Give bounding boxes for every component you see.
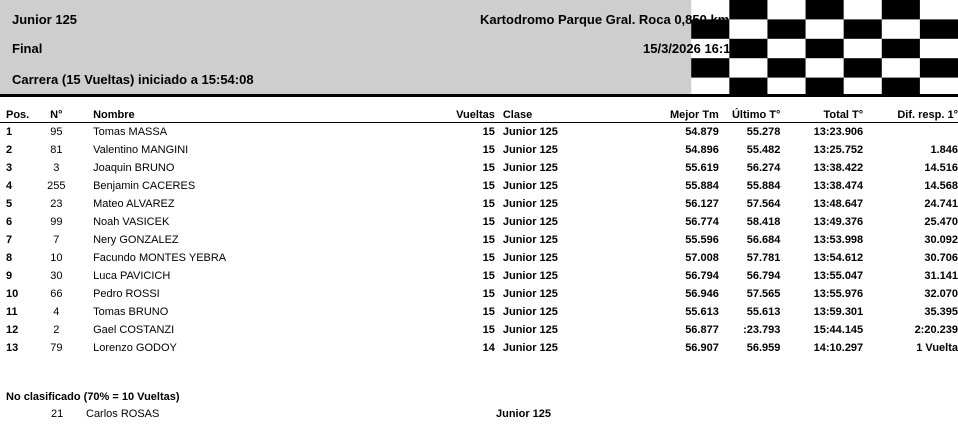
col-class: Clase bbox=[502, 109, 533, 121]
checker-square bbox=[920, 0, 958, 20]
cell-laps: 15 bbox=[482, 252, 495, 264]
cell-class: Junior 125 bbox=[502, 252, 558, 264]
cell-num: 66 bbox=[50, 288, 63, 300]
checker-square bbox=[806, 39, 845, 59]
checker-square bbox=[844, 58, 883, 78]
checker-square bbox=[729, 58, 768, 78]
cell-best: 56.907 bbox=[685, 342, 719, 354]
nc-class: Junior 125 bbox=[496, 408, 552, 420]
checker-square bbox=[615, 58, 654, 78]
table-row bbox=[0, 303, 958, 321]
cell-pos: 6 bbox=[6, 216, 13, 228]
cell-name: Pedro ROSSI bbox=[93, 288, 160, 300]
cell-pos: 12 bbox=[6, 324, 19, 336]
cell-laps: 15 bbox=[482, 324, 495, 336]
cell-num: 95 bbox=[50, 126, 63, 138]
results-header-row bbox=[0, 108, 958, 123]
table-row bbox=[0, 339, 958, 357]
cell-class: Junior 125 bbox=[502, 324, 558, 336]
checker-square bbox=[767, 39, 806, 59]
cell-diff: 24.741 bbox=[924, 198, 958, 210]
track-name: Kartodromo Parque Gral. Roca 0,850 km bbox=[480, 12, 730, 27]
cell-pos: 1 bbox=[6, 126, 13, 138]
cell-pos: 10 bbox=[6, 288, 19, 300]
cell-num: 10 bbox=[50, 252, 63, 264]
table-row bbox=[0, 285, 958, 303]
cell-num: 79 bbox=[50, 342, 63, 354]
cell-class: Junior 125 bbox=[502, 144, 558, 156]
cell-num: 3 bbox=[53, 162, 60, 174]
cell-total: 13:59.301 bbox=[813, 306, 864, 318]
col-last: Último T° bbox=[731, 109, 781, 121]
checker-square bbox=[882, 19, 921, 39]
cell-last: 55.884 bbox=[746, 180, 781, 192]
checker-square bbox=[691, 58, 730, 78]
checker-square bbox=[882, 58, 921, 78]
cell-total: 13:55.047 bbox=[813, 270, 864, 282]
cell-total: 13:54.612 bbox=[813, 252, 864, 264]
table-row bbox=[0, 195, 958, 213]
table-row bbox=[0, 249, 958, 267]
cell-name: Noah VASICEK bbox=[93, 216, 170, 228]
cell-best: 56.946 bbox=[685, 288, 719, 300]
cell-diff: 31.141 bbox=[924, 270, 958, 282]
cell-total: 13:38.474 bbox=[813, 180, 864, 192]
table-row bbox=[0, 177, 958, 195]
cell-name: Gael COSTANZI bbox=[93, 324, 175, 336]
cell-name: Tomas MASSA bbox=[93, 126, 168, 138]
cell-diff: 30.706 bbox=[924, 252, 958, 264]
cell-name: Luca PAVICICH bbox=[93, 270, 171, 282]
col-diff: Dif. resp. 1° bbox=[897, 109, 958, 121]
cell-num: 23 bbox=[50, 198, 63, 210]
checker-square bbox=[806, 58, 845, 78]
cell-pos: 2 bbox=[6, 144, 13, 156]
cell-last: 56.959 bbox=[746, 342, 781, 354]
nc-num: 21 bbox=[51, 408, 64, 420]
cell-pos: 9 bbox=[6, 270, 13, 282]
cell-diff: 32.070 bbox=[924, 288, 958, 300]
cell-total: 15:44.145 bbox=[813, 324, 864, 336]
checker-square bbox=[882, 0, 921, 20]
cell-best: 55.596 bbox=[685, 234, 719, 246]
cell-num: 30 bbox=[50, 270, 63, 282]
checker-square bbox=[767, 0, 806, 20]
cell-last: 55.482 bbox=[746, 144, 781, 156]
cell-best: 54.879 bbox=[685, 126, 719, 138]
cell-num: 2 bbox=[53, 324, 60, 336]
cell-laps: 15 bbox=[482, 198, 495, 210]
cell-laps: 15 bbox=[482, 180, 495, 192]
cell-diff: 30.092 bbox=[924, 234, 958, 246]
table-row bbox=[0, 123, 958, 142]
cell-name: Nery GONZALEZ bbox=[93, 234, 179, 246]
session-name: Final bbox=[12, 41, 43, 56]
cell-total: 14:10.297 bbox=[813, 342, 864, 354]
checker-square bbox=[653, 58, 692, 78]
cell-diff: 14.568 bbox=[924, 180, 958, 192]
checker-square bbox=[920, 58, 958, 78]
cell-last: 57.781 bbox=[746, 252, 781, 264]
cell-pos: 3 bbox=[6, 162, 13, 174]
results-header bbox=[0, 0, 958, 97]
cell-total: 13:53.998 bbox=[813, 234, 864, 246]
col-laps: Vueltas bbox=[456, 109, 495, 121]
cell-name: Tomas BRUNO bbox=[93, 306, 169, 318]
cell-best: 55.613 bbox=[685, 306, 719, 318]
cell-laps: 15 bbox=[482, 162, 495, 174]
cell-best: 57.008 bbox=[685, 252, 719, 264]
cell-pos: 13 bbox=[6, 342, 19, 354]
cell-pos: 4 bbox=[6, 180, 13, 192]
cell-best: 56.774 bbox=[685, 216, 719, 228]
cell-laps: 15 bbox=[482, 126, 495, 138]
cell-last: 57.564 bbox=[746, 198, 781, 210]
cell-num: 4 bbox=[53, 306, 60, 318]
cell-laps: 14 bbox=[482, 342, 495, 354]
checker-square bbox=[844, 19, 883, 39]
table-row bbox=[0, 213, 958, 231]
cell-laps: 15 bbox=[482, 234, 495, 246]
checker-square bbox=[844, 0, 883, 20]
cell-diff: 1.846 bbox=[930, 144, 958, 156]
cell-pos: 5 bbox=[6, 198, 13, 210]
cell-diff: 35.395 bbox=[924, 306, 958, 318]
cell-class: Junior 125 bbox=[502, 126, 558, 138]
cell-name: Joaquin BRUNO bbox=[93, 162, 175, 174]
checker-square bbox=[920, 19, 958, 39]
cell-best: 55.619 bbox=[685, 162, 719, 174]
cell-diff: 1 Vuelta bbox=[916, 342, 958, 354]
cell-last: 56.794 bbox=[746, 270, 781, 282]
cell-class: Junior 125 bbox=[502, 162, 558, 174]
col-total: Total T° bbox=[823, 109, 864, 121]
cell-total: 13:23.906 bbox=[813, 126, 864, 138]
cell-name: Valentino MANGINI bbox=[93, 144, 189, 156]
not-classified-title: No clasificado (70% = 10 Vueltas) bbox=[6, 391, 180, 403]
cell-name: Lorenzo GODOY bbox=[93, 342, 177, 354]
checker-square bbox=[767, 58, 806, 78]
results-table bbox=[0, 108, 958, 357]
checker-square bbox=[806, 19, 845, 39]
cell-best: 56.877 bbox=[685, 324, 719, 336]
cell-best: 56.127 bbox=[685, 198, 719, 210]
cell-pos: 8 bbox=[6, 252, 13, 264]
cell-class: Junior 125 bbox=[502, 198, 558, 210]
session-datetime: 15/3/2026 16:10 bbox=[643, 41, 738, 56]
cell-class: Junior 125 bbox=[502, 180, 558, 192]
cell-last: 58.418 bbox=[746, 216, 781, 228]
category-title: Junior 125 bbox=[12, 12, 78, 27]
results-body bbox=[0, 123, 958, 358]
cell-laps: 15 bbox=[482, 270, 495, 282]
checker-square bbox=[920, 39, 958, 59]
cell-name: Benjamin CACERES bbox=[93, 180, 196, 192]
table-row bbox=[0, 141, 958, 159]
cell-best: 56.794 bbox=[685, 270, 719, 282]
table-row bbox=[0, 159, 958, 177]
cell-total: 13:25.752 bbox=[813, 144, 864, 156]
cell-last: 56.274 bbox=[746, 162, 781, 174]
cell-total: 13:38.422 bbox=[813, 162, 864, 174]
checker-square bbox=[767, 19, 806, 39]
cell-laps: 15 bbox=[482, 144, 495, 156]
cell-laps: 15 bbox=[482, 216, 495, 228]
table-row bbox=[0, 267, 958, 285]
cell-best: 54.896 bbox=[685, 144, 719, 156]
col-best: Mejor Tm bbox=[669, 109, 719, 121]
cell-class: Junior 125 bbox=[502, 342, 558, 354]
col-pos: Pos. bbox=[6, 109, 30, 121]
cell-last: 57.565 bbox=[746, 288, 781, 300]
cell-num: 81 bbox=[50, 144, 63, 156]
cell-class: Junior 125 bbox=[502, 306, 558, 318]
checker-square bbox=[729, 19, 768, 39]
cell-diff: 2:20.239 bbox=[914, 324, 958, 336]
col-name: Nombre bbox=[93, 109, 135, 121]
cell-name: Mateo ALVAREZ bbox=[93, 198, 175, 210]
col-num: N° bbox=[50, 109, 63, 121]
checker-square bbox=[882, 39, 921, 59]
cell-last: 55.613 bbox=[746, 306, 781, 318]
cell-diff: 14.516 bbox=[924, 162, 958, 174]
cell-total: 13:49.376 bbox=[813, 216, 864, 228]
cell-pos: 11 bbox=[6, 306, 18, 318]
cell-name: Facundo MONTES YEBRA bbox=[93, 252, 227, 264]
nc-name: Carlos ROSAS bbox=[86, 408, 160, 420]
cell-total: 13:48.647 bbox=[813, 198, 864, 210]
cell-diff: 25.470 bbox=[924, 216, 958, 228]
cell-num: 99 bbox=[50, 216, 63, 228]
cell-class: Junior 125 bbox=[502, 216, 558, 228]
checker-square bbox=[844, 39, 883, 59]
race-info: Carrera (15 Vueltas) iniciado a 15:54:08 bbox=[12, 72, 254, 87]
cell-class: Junior 125 bbox=[502, 234, 558, 246]
checker-square bbox=[806, 0, 845, 20]
cell-diff bbox=[863, 123, 958, 142]
checker-square bbox=[729, 0, 768, 20]
table-row bbox=[0, 321, 958, 339]
header-divider bbox=[0, 94, 958, 97]
cell-last: :23.793 bbox=[743, 324, 781, 336]
cell-class: Junior 125 bbox=[502, 288, 558, 300]
cell-num: 255 bbox=[47, 180, 66, 192]
cell-laps: 15 bbox=[482, 288, 495, 300]
cell-laps: 15 bbox=[482, 306, 495, 318]
cell-total: 13:55.976 bbox=[813, 288, 864, 300]
table-row bbox=[0, 231, 958, 249]
cell-class: Junior 125 bbox=[502, 270, 558, 282]
cell-best: 55.884 bbox=[685, 180, 719, 192]
cell-pos: 7 bbox=[6, 234, 13, 246]
cell-last: 55.278 bbox=[746, 126, 781, 138]
cell-last: 56.684 bbox=[746, 234, 781, 246]
cell-num: 7 bbox=[53, 234, 60, 246]
